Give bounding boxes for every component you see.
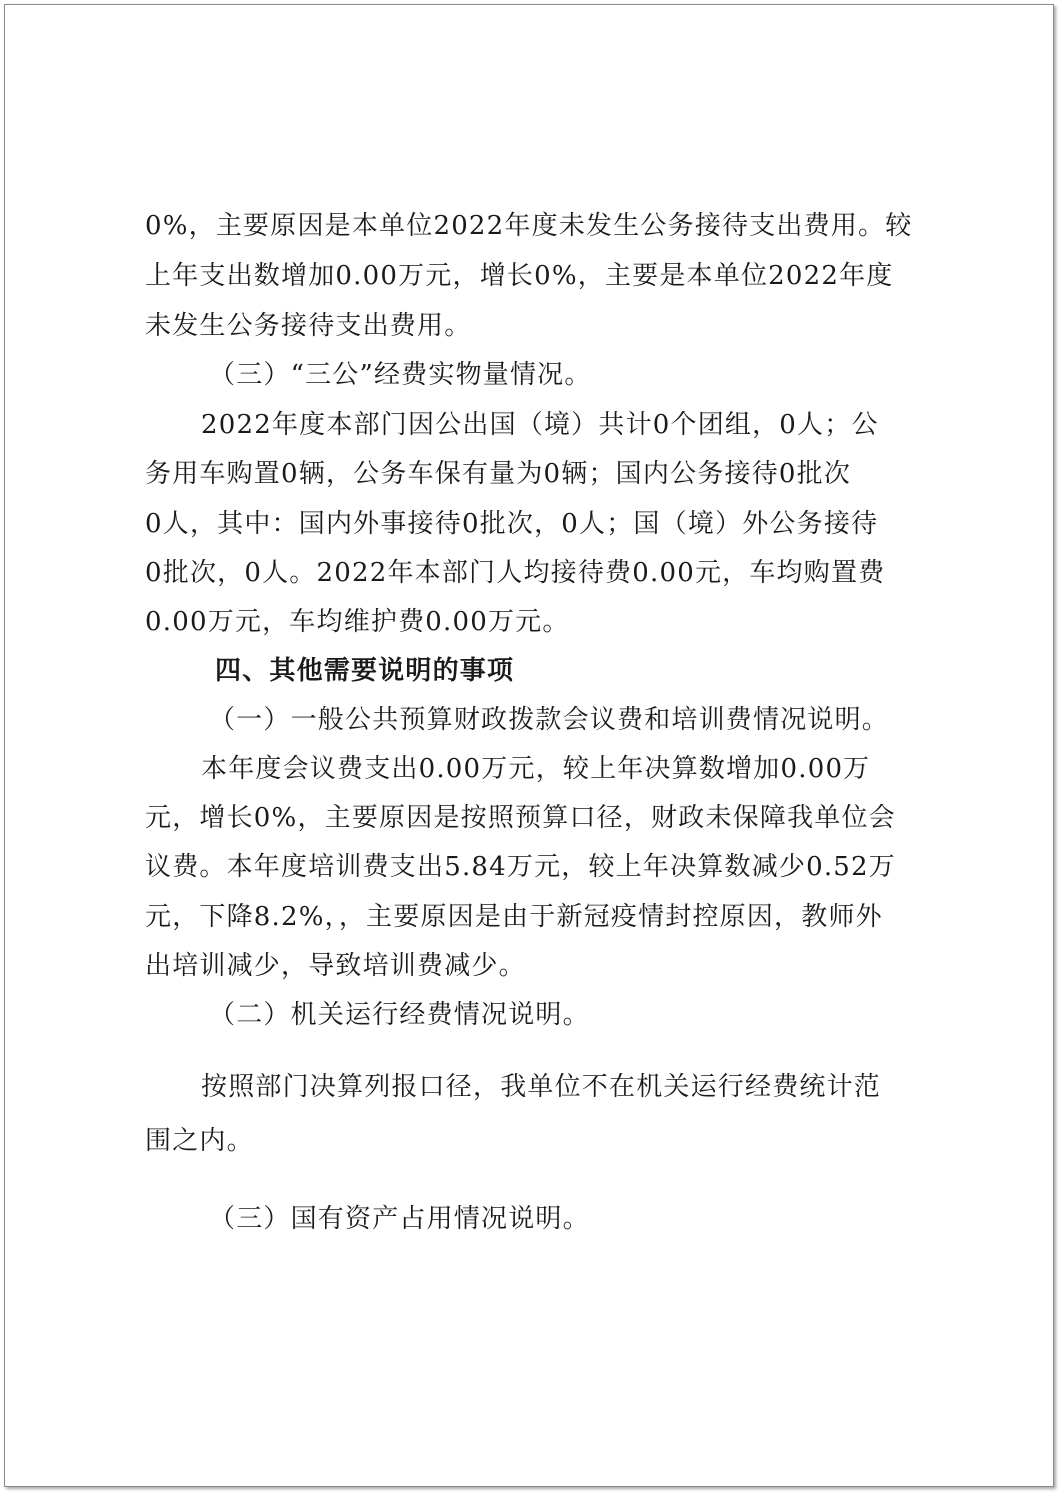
paragraph-line: 议费。本年度培训费支出5.84万元，较上年决算数减少0.52万 <box>145 852 896 882</box>
paragraph-line: 出培训减少，导致培训费减少。 <box>145 951 526 981</box>
paragraph-line: 本年度会议费支出0.00万元，较上年决算数增加0.00万 <box>201 754 871 784</box>
paragraph-line: 元，下降8.2%，，主要原因是由于新冠疫情封控原因，教师外 <box>145 902 883 932</box>
paragraph-line: 元，增长0%，主要原因是按照预算口径，财政未保障我单位会 <box>145 803 896 833</box>
paragraph-line: 0.00万元，车均维护费0.00万元。 <box>145 607 570 637</box>
paragraph-line: 0人，其中：国内外事接待0批次，0人；国（境）外公务接待 <box>145 509 879 539</box>
section-heading: （一）一般公共预算财政拨款会议费和培训费情况说明。 <box>209 705 890 735</box>
paragraph-line: 0批次，0人。2022年本部门人均接待费0.00元，车均购置费 <box>145 558 886 588</box>
section-heading: （三）国有资产占用情况说明。 <box>209 1204 590 1234</box>
paragraph-line: 2022年度本部门因公出国（境）共计0个团组，0人；公 <box>201 410 879 440</box>
paragraph-line: 上年支出数增加0.00万元，增长0%，主要是本单位2022年度 <box>145 261 894 291</box>
section-heading: （三）“三公”经费实物量情况。 <box>209 360 592 390</box>
paragraph-line: 按照部门决算列报口径，我单位不在机关运行经费统计范 <box>201 1072 882 1102</box>
paragraph-line: 务用车购置0辆，公务车保有量为0辆；国内公务接待0批次 <box>145 459 852 489</box>
chapter-heading: 四、其他需要说明的事项 <box>215 656 515 686</box>
paragraph-line: 0%，主要原因是本单位2022年度未发生公务接待支出费用。较 <box>145 211 913 241</box>
paragraph-line: 围之内。 <box>145 1126 254 1156</box>
paragraph-line: 未发生公务接待支出费用。 <box>145 311 472 341</box>
document-page <box>4 4 1054 1487</box>
section-heading: （二）机关运行经费情况说明。 <box>209 1000 590 1030</box>
